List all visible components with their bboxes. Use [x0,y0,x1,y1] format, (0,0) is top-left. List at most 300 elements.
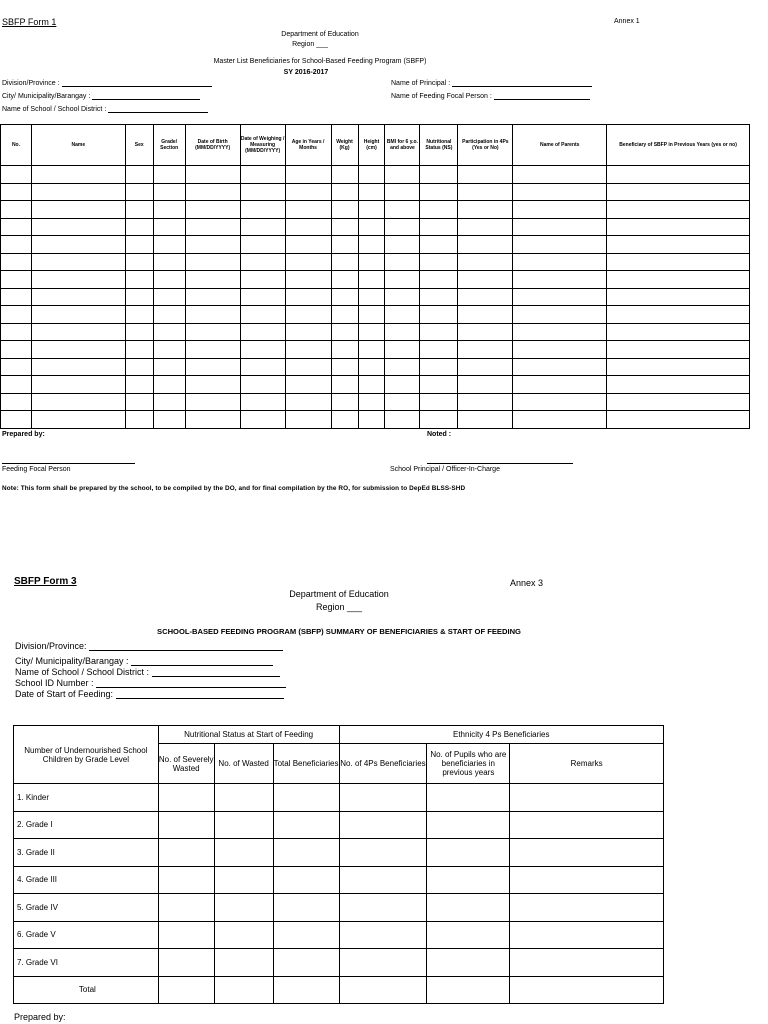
table-cell[interactable] [607,288,750,306]
table-cell[interactable] [214,976,273,1003]
table-cell[interactable] [420,341,458,359]
focal-signature-line[interactable] [2,463,135,464]
table-cell[interactable] [153,393,185,411]
table-cell[interactable] [185,358,240,376]
table-cell[interactable] [153,323,185,341]
table-cell[interactable] [153,341,185,359]
form3-division-field[interactable] [15,641,283,651]
table-cell[interactable] [420,358,458,376]
table-cell[interactable] [458,253,513,271]
table-cell[interactable] [285,288,331,306]
table-cell[interactable] [273,976,339,1003]
form1-noted: Noted : [427,431,452,438]
table-cell[interactable] [158,811,214,839]
table-cell[interactable] [513,376,607,394]
sub-header: No. of Wasted [214,744,273,784]
table-cell[interactable] [513,306,607,324]
table-cell[interactable] [185,166,240,184]
table-cell[interactable] [339,921,427,949]
table-cell[interactable] [358,236,385,254]
table-cell[interactable] [607,341,750,359]
table-cell[interactable] [31,411,125,429]
table-cell[interactable] [240,393,285,411]
table-cell[interactable] [427,921,510,949]
table-cell[interactable] [240,341,285,359]
table-cell[interactable] [153,288,185,306]
table-cell[interactable] [125,218,153,236]
table-cell[interactable] [331,253,358,271]
table-cell[interactable] [185,201,240,219]
table-cell[interactable] [385,253,420,271]
table-cell[interactable] [331,376,358,394]
table-cell[interactable] [285,376,331,394]
table-cell[interactable] [31,306,125,324]
table-cell[interactable] [185,306,240,324]
table-cell[interactable] [607,201,750,219]
table-cell[interactable] [339,894,427,922]
form3-school-field[interactable] [15,667,280,677]
table-cell[interactable] [273,866,339,894]
table-cell[interactable] [458,411,513,429]
table-cell[interactable] [1,218,32,236]
table-cell[interactable] [1,253,32,271]
table-cell[interactable] [1,358,32,376]
table-cell[interactable] [339,949,427,977]
table-cell[interactable] [420,411,458,429]
table-cell[interactable] [31,393,125,411]
table-cell[interactable] [358,323,385,341]
table-cell[interactable] [339,866,427,894]
table-cell[interactable] [331,288,358,306]
table-cell[interactable] [513,271,607,289]
table-row [14,839,664,867]
table-cell[interactable] [513,358,607,376]
table-cell[interactable] [420,253,458,271]
table-cell[interactable] [420,166,458,184]
table-cell[interactable] [125,393,153,411]
table-row [14,894,664,922]
form3-start-date-field[interactable] [15,689,284,699]
table-cell[interactable] [339,784,427,812]
table-cell[interactable] [240,236,285,254]
table-cell[interactable] [331,166,358,184]
table-cell[interactable] [427,949,510,977]
table-cell[interactable] [285,271,331,289]
table-cell[interactable] [331,201,358,219]
table-cell[interactable] [513,341,607,359]
table-cell[interactable] [358,393,385,411]
table-cell[interactable] [607,218,750,236]
table-cell[interactable] [1,393,32,411]
table-cell[interactable] [607,166,750,184]
table-cell[interactable] [214,949,273,977]
form3-label: SBFP Form 3 [14,576,77,587]
table-cell[interactable] [1,201,32,219]
table-cell[interactable] [510,949,664,977]
table-cell[interactable] [358,376,385,394]
form1-department: Department of Education [281,31,359,38]
table-cell[interactable] [510,839,664,867]
table-cell[interactable] [125,166,153,184]
table-cell[interactable] [214,784,273,812]
form1-division-field[interactable] [2,80,212,87]
table-cell[interactable] [185,411,240,429]
table-cell[interactable] [358,288,385,306]
table-cell[interactable] [273,784,339,812]
table-cell[interactable] [427,811,510,839]
table-cell[interactable] [153,236,185,254]
table-cell[interactable] [185,376,240,394]
table-cell[interactable] [385,393,420,411]
table-cell[interactable] [420,271,458,289]
table-cell[interactable] [240,323,285,341]
table-cell[interactable] [513,288,607,306]
table-cell[interactable] [427,976,510,1003]
table-cell[interactable] [273,949,339,977]
table-cell[interactable] [339,839,427,867]
table-cell[interactable] [31,288,125,306]
table-cell[interactable] [510,866,664,894]
table-cell[interactable] [458,376,513,394]
table-cell[interactable] [125,341,153,359]
table-cell[interactable] [607,253,750,271]
table-row [1,341,750,359]
table-cell[interactable] [458,323,513,341]
table-cell[interactable] [1,341,32,359]
table-cell[interactable] [420,183,458,201]
table-cell[interactable] [285,218,331,236]
grade-label: 6. Grade V [14,921,159,949]
form1-city-field[interactable] [2,93,200,100]
table-cell[interactable] [125,271,153,289]
table-cell[interactable] [385,183,420,201]
table-cell[interactable] [385,376,420,394]
table-cell[interactable] [273,921,339,949]
col-header: Date of Weighing / Measuring (MM/DD/YYYY) [240,125,285,166]
table-cell[interactable] [458,201,513,219]
table-cell[interactable] [458,288,513,306]
table-cell[interactable] [458,341,513,359]
table-row [1,411,750,429]
table-cell[interactable] [240,306,285,324]
table-cell[interactable] [185,323,240,341]
table-cell[interactable] [513,183,607,201]
table-cell[interactable] [385,341,420,359]
table-cell[interactable] [385,306,420,324]
table-cell[interactable] [385,166,420,184]
table-cell[interactable] [31,271,125,289]
table-cell[interactable] [331,411,358,429]
table-cell[interactable] [185,236,240,254]
form1-region: Region ___ [292,41,328,48]
table-row [14,921,664,949]
table-cell[interactable] [158,866,214,894]
table-cell[interactable] [385,218,420,236]
principal-label: Name of Principal : [391,80,451,87]
table-cell[interactable] [153,218,185,236]
table-cell[interactable] [31,341,125,359]
form3-title: SCHOOL-BASED FEEDING PROGRAM (SBFP) SUMMARY OF BENEFICIARIES & START OF FEEDING [157,627,521,636]
table-cell[interactable] [331,341,358,359]
table-cell[interactable] [510,894,664,922]
table-cell[interactable] [240,253,285,271]
table-cell[interactable] [31,201,125,219]
table-row [1,253,750,271]
table-cell[interactable] [285,323,331,341]
table-cell[interactable] [153,411,185,429]
table-cell[interactable] [513,253,607,271]
table-cell[interactable] [607,411,750,429]
form1-focal-field[interactable] [391,93,590,100]
table-cell[interactable] [427,894,510,922]
table-cell[interactable] [513,166,607,184]
table-cell[interactable] [153,271,185,289]
table-cell[interactable] [125,306,153,324]
table-cell[interactable] [510,784,664,812]
table-cell[interactable] [513,218,607,236]
table-cell[interactable] [1,323,32,341]
table-cell[interactable] [513,411,607,429]
table-cell[interactable] [607,236,750,254]
table-row [14,866,664,894]
table-cell[interactable] [427,784,510,812]
table-cell[interactable] [385,236,420,254]
table-cell[interactable] [285,183,331,201]
table-cell[interactable] [214,866,273,894]
table-cell[interactable] [153,306,185,324]
table-cell[interactable] [513,236,607,254]
table-cell[interactable] [125,201,153,219]
school-id-label: School ID Number : [15,678,94,688]
table-cell[interactable] [358,271,385,289]
table-cell[interactable] [214,839,273,867]
table-cell[interactable] [273,894,339,922]
table-cell[interactable] [285,358,331,376]
table-cell[interactable] [31,236,125,254]
table-cell[interactable] [420,376,458,394]
table-cell[interactable] [125,236,153,254]
table-cell[interactable] [153,201,185,219]
table-cell[interactable] [358,306,385,324]
table-cell[interactable] [427,866,510,894]
col-header: Beneficiary of SBFP in Previous Years (yes or no) [607,125,750,166]
table-cell[interactable] [240,288,285,306]
table-cell[interactable] [510,921,664,949]
table-cell[interactable] [420,323,458,341]
table-cell[interactable] [331,358,358,376]
table-cell[interactable] [358,341,385,359]
table-cell[interactable] [285,166,331,184]
table-cell[interactable] [331,393,358,411]
table-cell[interactable] [513,393,607,411]
table-cell[interactable] [240,358,285,376]
table-cell[interactable] [607,376,750,394]
table-cell[interactable] [285,253,331,271]
table-cell[interactable] [420,236,458,254]
table-cell[interactable] [158,839,214,867]
table-cell[interactable] [153,166,185,184]
table-cell[interactable] [458,358,513,376]
table-cell[interactable] [385,323,420,341]
col-header: Date of Birth (MM/DD/YYYY) [185,125,240,166]
table-cell[interactable] [31,183,125,201]
table-cell[interactable] [358,183,385,201]
table-cell[interactable] [285,341,331,359]
table-cell[interactable] [240,218,285,236]
table-cell[interactable] [153,183,185,201]
table-cell[interactable] [153,358,185,376]
table-cell[interactable] [185,253,240,271]
master-list-table [0,124,750,429]
table-cell[interactable] [358,358,385,376]
table-cell[interactable] [513,201,607,219]
table-cell[interactable] [285,306,331,324]
table-cell[interactable] [153,253,185,271]
table-cell[interactable] [125,183,153,201]
table-cell[interactable] [458,166,513,184]
table-cell[interactable] [31,218,125,236]
table-cell[interactable] [185,341,240,359]
table-cell[interactable] [358,166,385,184]
table-cell[interactable] [358,411,385,429]
table-cell[interactable] [358,253,385,271]
table-cell[interactable] [339,976,427,1003]
table-cell[interactable] [240,271,285,289]
table-cell[interactable] [1,288,32,306]
table-cell[interactable] [31,358,125,376]
table-cell[interactable] [458,183,513,201]
table-cell[interactable] [1,411,32,429]
table-cell[interactable] [125,253,153,271]
form1-school-field[interactable] [2,106,208,113]
principal-signature-label: School Principal / Officer-In-Charge [390,466,500,473]
table-cell[interactable] [125,288,153,306]
table-cell[interactable] [420,393,458,411]
table-cell[interactable] [240,376,285,394]
table-cell[interactable] [420,201,458,219]
table-cell[interactable] [458,236,513,254]
table-cell[interactable] [458,271,513,289]
table-cell[interactable] [607,306,750,324]
table-cell[interactable] [31,253,125,271]
table-cell[interactable] [420,306,458,324]
table-cell[interactable] [285,236,331,254]
table-cell[interactable] [1,271,32,289]
table-cell[interactable] [214,894,273,922]
header-nutritional-status: Nutritional Status at Start of Feeding [158,726,339,744]
table-cell[interactable] [510,811,664,839]
form3-city-field[interactable] [15,656,273,666]
table-cell[interactable] [358,218,385,236]
table-cell[interactable] [607,271,750,289]
table-cell[interactable] [214,921,273,949]
table-cell[interactable] [31,323,125,341]
table-cell[interactable] [607,323,750,341]
table-cell[interactable] [158,894,214,922]
table-cell[interactable] [240,183,285,201]
table-cell[interactable] [331,183,358,201]
table-cell[interactable] [420,218,458,236]
table-cell[interactable] [510,976,664,1003]
table-row [14,949,664,977]
table-cell[interactable] [331,218,358,236]
table-cell[interactable] [339,811,427,839]
table-row [1,218,750,236]
table-cell[interactable] [214,811,273,839]
table-cell[interactable] [420,288,458,306]
table-cell[interactable] [125,323,153,341]
table-cell[interactable] [607,183,750,201]
table-cell[interactable] [607,358,750,376]
grade-label: 3. Grade II [14,839,159,867]
table-cell[interactable] [240,411,285,429]
table-cell[interactable] [427,839,510,867]
table-cell[interactable] [125,411,153,429]
table-cell[interactable] [153,376,185,394]
table-cell[interactable] [185,288,240,306]
table-cell[interactable] [458,393,513,411]
table-row [1,393,750,411]
table-cell[interactable] [385,201,420,219]
table-cell[interactable] [158,921,214,949]
table-cell[interactable] [331,306,358,324]
form3-school-id-field[interactable] [15,678,286,688]
table-cell[interactable] [458,306,513,324]
table-cell[interactable] [1,306,32,324]
summary-table [13,725,664,1004]
table-cell[interactable] [240,166,285,184]
table-cell[interactable] [158,784,214,812]
grade-label: 7. Grade VI [14,949,159,977]
table-cell[interactable] [331,323,358,341]
table-cell[interactable] [358,201,385,219]
table-cell[interactable] [607,393,750,411]
table-cell[interactable] [31,376,125,394]
table-cell[interactable] [125,358,153,376]
table-cell[interactable] [240,201,285,219]
table-cell[interactable] [185,393,240,411]
table-cell[interactable] [385,271,420,289]
table-cell[interactable] [185,183,240,201]
table-cell[interactable] [285,411,331,429]
table-cell[interactable] [185,218,240,236]
table-cell[interactable] [31,166,125,184]
table-cell[interactable] [185,271,240,289]
table-cell[interactable] [285,201,331,219]
col-header: BMI for 6 y.o. and above [385,125,420,166]
table-cell[interactable] [125,376,153,394]
table-cell[interactable] [385,411,420,429]
table-cell[interactable] [331,271,358,289]
table-cell[interactable] [1,166,32,184]
form1-principal-field[interactable] [391,80,592,87]
principal-signature-line[interactable] [427,463,573,464]
table-cell[interactable] [385,358,420,376]
table-cell[interactable] [458,218,513,236]
table-cell[interactable] [1,183,32,201]
table-cell[interactable] [273,811,339,839]
table-cell[interactable] [513,323,607,341]
table-cell[interactable] [331,236,358,254]
header-ethnicity-4ps: Ethnicity 4 Ps Beneficiaries [339,726,663,744]
table-cell[interactable] [385,288,420,306]
table-cell[interactable] [1,376,32,394]
table-cell[interactable] [285,393,331,411]
table-cell[interactable] [158,949,214,977]
table-cell[interactable] [273,839,339,867]
table-cell[interactable] [1,236,32,254]
table-cell[interactable] [158,976,214,1003]
